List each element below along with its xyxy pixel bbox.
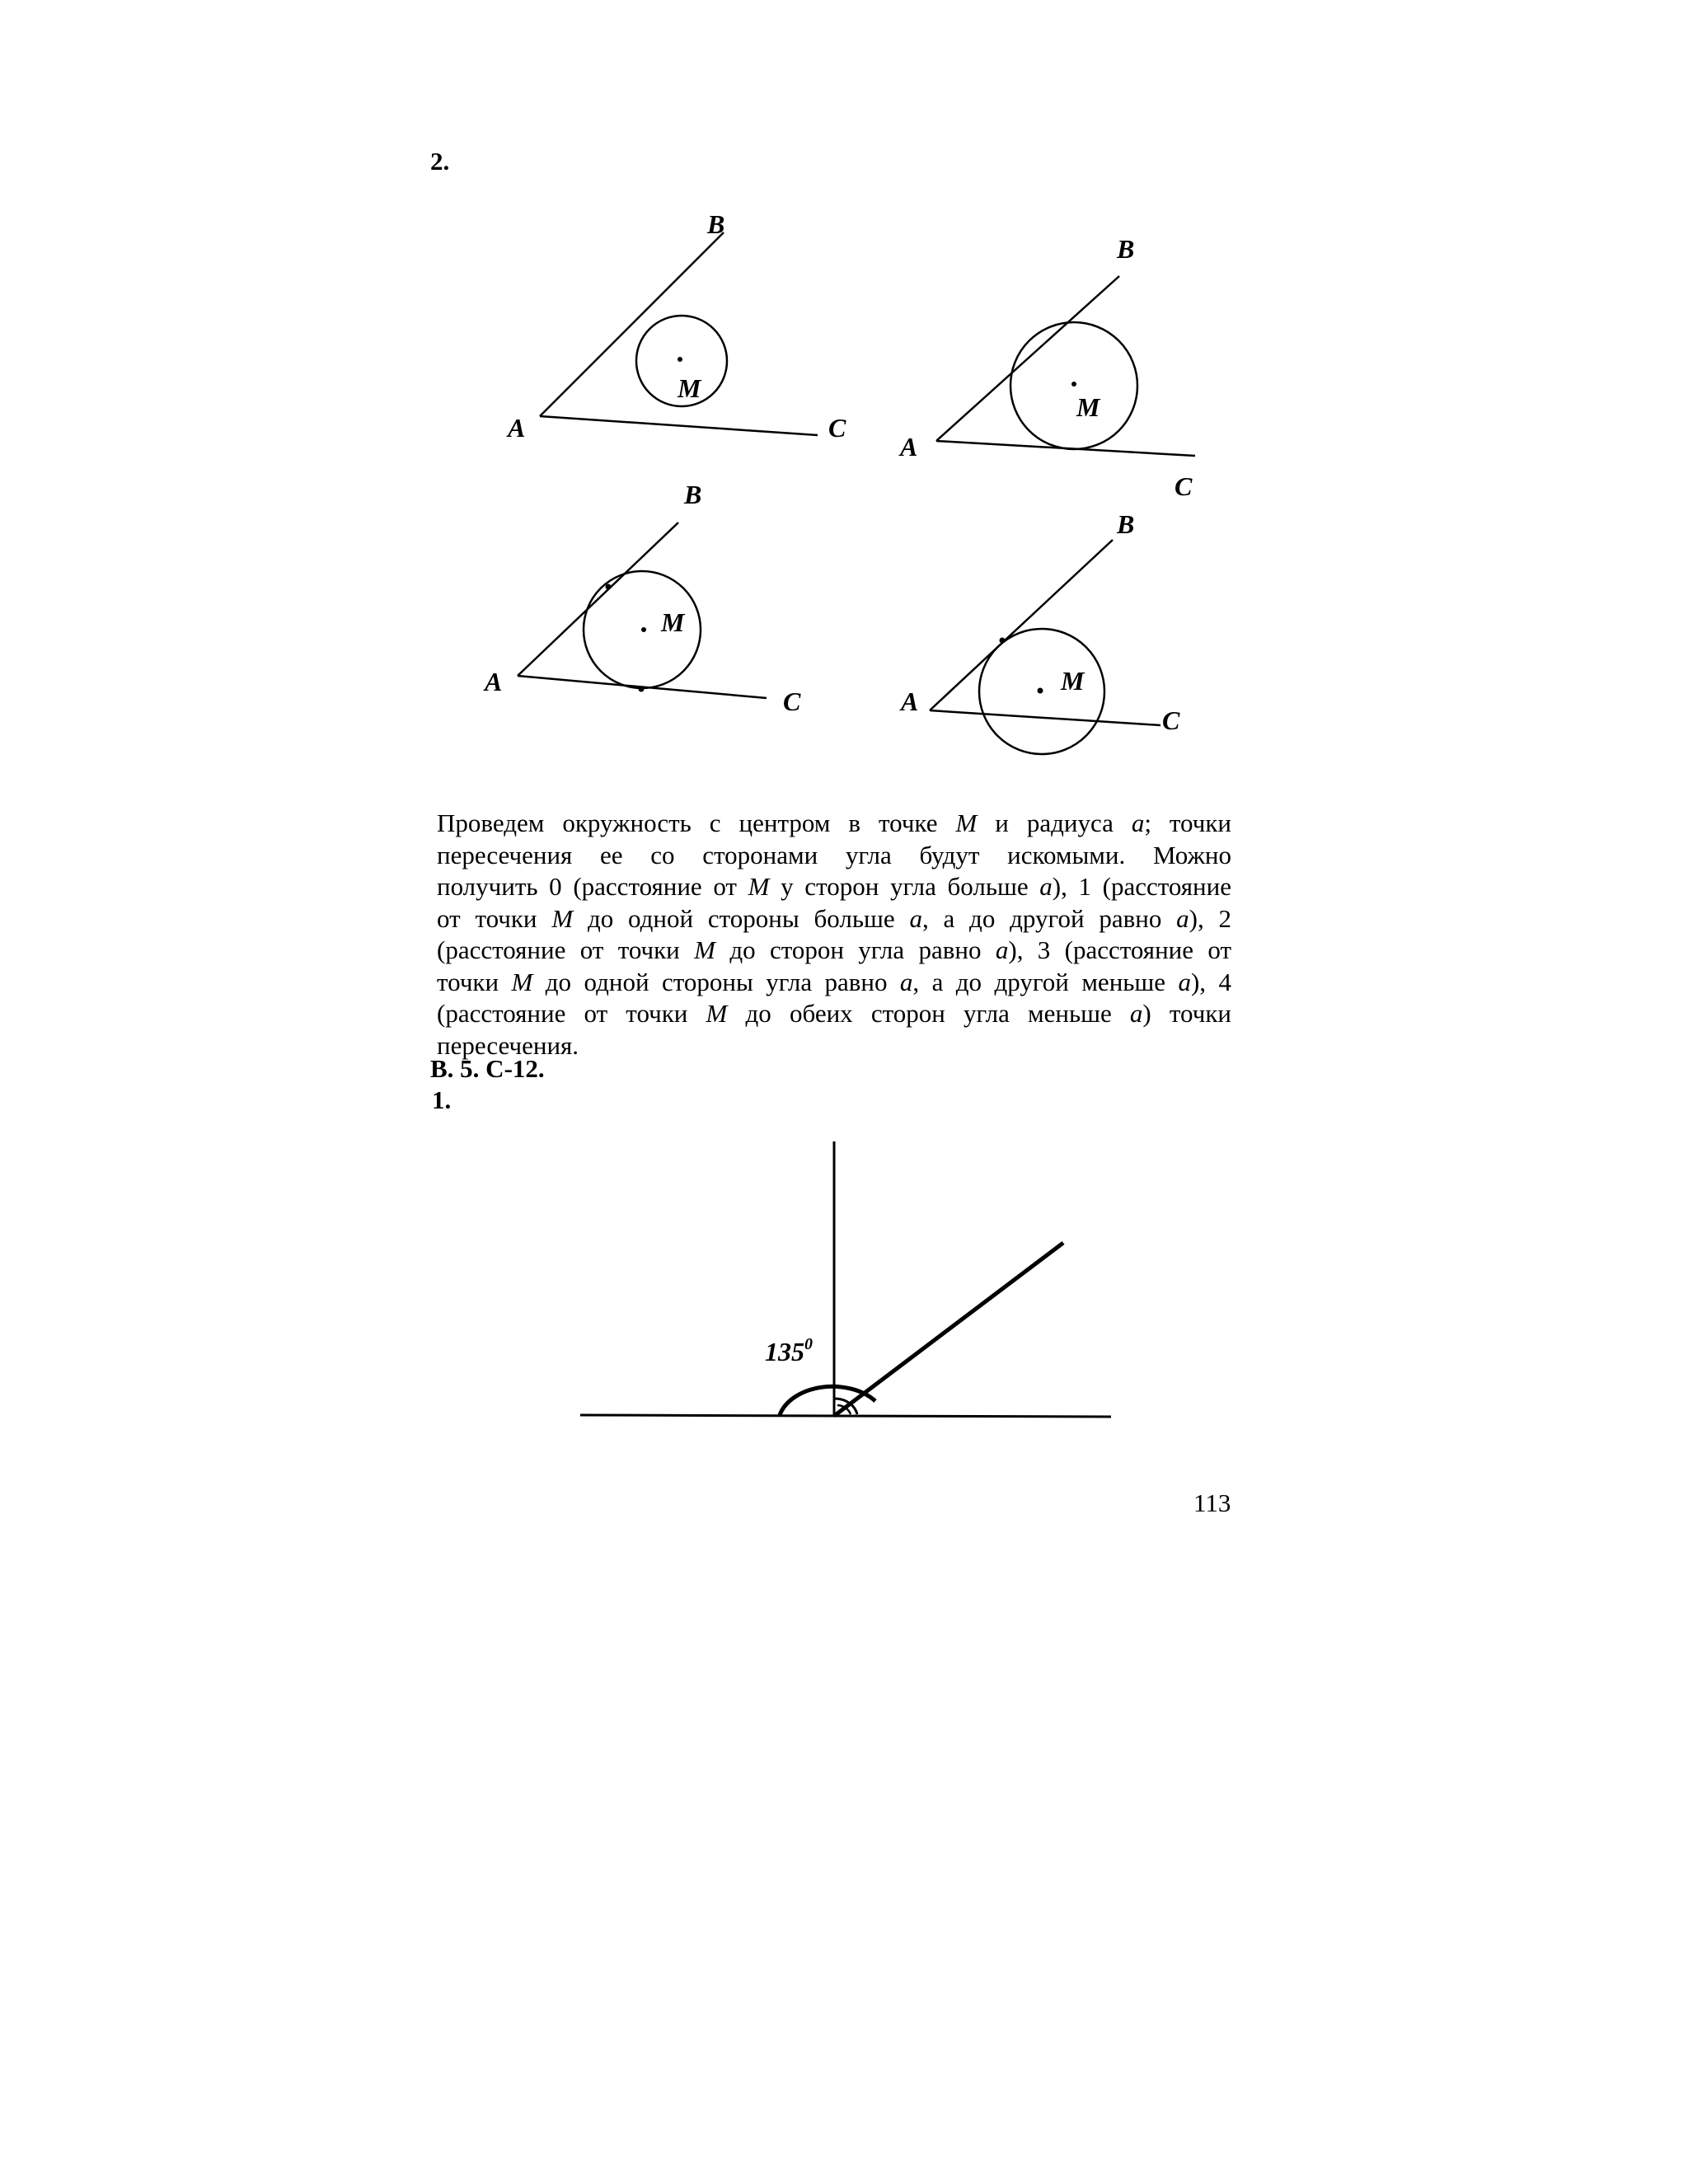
text-segment: до одной стороны больше: [573, 903, 910, 933]
text-segment: ), 3 (расстояние от: [1008, 935, 1231, 964]
text-segment: и радиуса: [977, 808, 1132, 837]
figure-no-intersection: [540, 232, 818, 435]
paragraph-line: [437, 808, 1231, 840]
oblique-ray: [834, 1243, 1063, 1416]
text-segment: ), 2: [1189, 903, 1232, 933]
variable: a: [1176, 903, 1189, 933]
text-segment: от точки: [437, 903, 552, 933]
ray-AC: [540, 416, 818, 435]
label-M: M: [661, 607, 685, 637]
label-B: B: [1117, 234, 1135, 264]
variable: a: [1039, 872, 1053, 901]
text-segment: до обеих сторон угла меньше: [727, 999, 1130, 1028]
angle-label: $135^0$: [765, 1335, 813, 1366]
text-segment: , а до другой равно: [921, 903, 1177, 933]
variable: a: [1131, 808, 1145, 837]
figure-four-intersections: [936, 276, 1195, 456]
tangent-point: [1000, 638, 1006, 644]
tangent-point: [606, 584, 612, 590]
label-M: M: [1061, 666, 1085, 696]
variable: M: [694, 935, 715, 964]
label-M: M: [1076, 392, 1100, 422]
point-M: [1071, 382, 1076, 387]
variable: M: [706, 999, 728, 1028]
point-M: [641, 627, 646, 632]
text-segment: точки: [437, 967, 512, 996]
variable: a: [909, 903, 922, 933]
problem-2-figures: [0, 0, 1688, 791]
figure-two-tangent-points: [518, 523, 767, 698]
text-segment: пересечения.: [437, 1030, 579, 1060]
point-M: [678, 357, 682, 362]
angle-arc-135: [780, 1386, 875, 1415]
paragraph-line: [437, 840, 1231, 872]
variable: a: [1129, 999, 1143, 1028]
variable: a: [899, 967, 913, 996]
page-number: 113: [1193, 1488, 1231, 1517]
point-M: [1038, 688, 1043, 694]
horizontal-line: [580, 1415, 1111, 1417]
figure-three-points: [930, 540, 1160, 754]
label-A: A: [900, 432, 918, 462]
label-C: C: [1175, 471, 1193, 501]
label-C: C: [1162, 705, 1180, 735]
text-segment: до сторон угла равно: [715, 935, 996, 964]
text-segment: получить 0 (расстояние от: [437, 872, 748, 901]
problem-2-number: 2.: [430, 147, 450, 176]
text-segment: ; точки: [1144, 808, 1231, 837]
paragraph-line: [437, 871, 1231, 903]
label-A: A: [485, 667, 503, 696]
ray-AC: [930, 710, 1160, 725]
paragraph-line: [437, 998, 1231, 1030]
text-segment: (расстояние от точки: [437, 935, 695, 964]
paragraph-line: [437, 903, 1231, 935]
variable: M: [551, 903, 574, 933]
label-A: A: [508, 413, 526, 443]
variable: M: [955, 808, 978, 837]
text-segment: ), 1 (расстояние: [1052, 872, 1231, 901]
tangent-point: [639, 687, 645, 692]
variable: a: [995, 935, 1009, 964]
ray-AB: [930, 540, 1113, 710]
section-heading: В. 5. С-12.: [430, 1054, 545, 1083]
text-segment: у сторон угла больше: [769, 872, 1040, 901]
text-segment: (расстояние от точки: [437, 999, 706, 1028]
paragraph-line: [437, 935, 1231, 967]
text-segment: , а до другой меньше: [912, 967, 1179, 996]
text-segment: пересечения ее со сторонами угла будут искомыми. Можно: [437, 840, 1231, 869]
angle-figure: [0, 1096, 1688, 1467]
ray-AB: [518, 523, 678, 676]
label-C: C: [828, 413, 846, 443]
label-A: A: [901, 687, 919, 716]
label-B: B: [684, 480, 702, 509]
paragraph-line: [437, 967, 1231, 999]
text-segment: Проведем окружность с центром в точке: [437, 808, 956, 837]
solution-paragraph: [437, 808, 1231, 1062]
label-C: C: [783, 687, 801, 716]
label-B: B: [1117, 509, 1135, 539]
text-segment: до одной стороны угла равно: [532, 967, 900, 996]
paragraph-line: [437, 1030, 1231, 1062]
variable: M: [748, 872, 770, 901]
label-B: B: [707, 209, 725, 239]
variable: a: [1178, 967, 1191, 996]
problem-1-number: 1.: [432, 1085, 452, 1114]
text-segment: ), 4: [1190, 967, 1231, 996]
label-M: M: [678, 373, 701, 403]
variable: M: [511, 967, 533, 996]
text-segment: ) точки: [1142, 999, 1231, 1028]
